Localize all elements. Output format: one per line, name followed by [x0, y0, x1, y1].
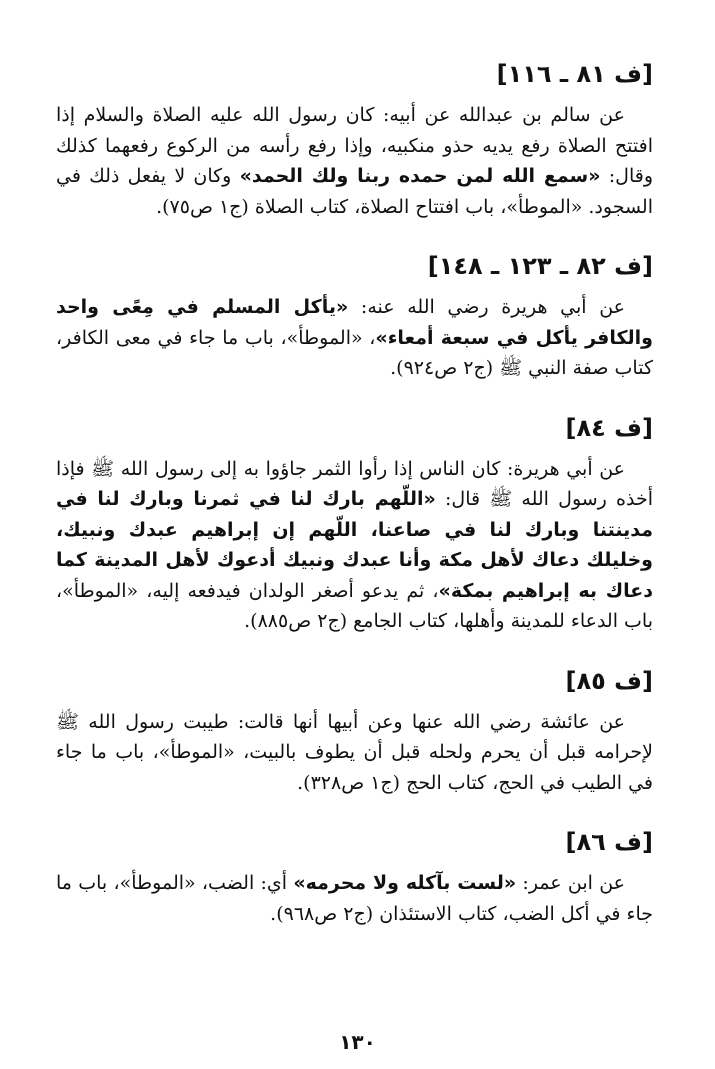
entry [56, 56, 653, 222]
narration-text: أي: الضب، «الموطأ»، باب ما جاء في أكل الضب، كتاب الاستئذان (ج٢ ص٩٦٨). [56, 872, 653, 925]
quoted-text: «اللّهم بارك لنا في ثمرنا وبارك لنا في مدينتنا وبارك لنا في صاعنا، اللّهم إن إبراهيم عبدك ونبيك، وخليلك دعاك لأهل مكة وأنا عبدك ونبيك أدعوك لأهل المدينة كما دعاك به إبراهيم بمكة» [56, 488, 653, 602]
entries-list [56, 56, 653, 929]
entry [56, 248, 653, 384]
quoted-text: «سمع الله لمن حمده ربنا ولك الحمد» [239, 165, 601, 187]
narration-text: ، «الموطأ»، باب ما جاء في معى الكافر، كتاب صفة النبي ﷺ (ج٢ ص٩٢٤). [56, 326, 653, 379]
narration-text: عن أبي هريرة: كان الناس إذا رأوا الثمر جاؤوا به إلى رسول الله ﷺ فإذا أخذه رسول الله ﷺ قال: [56, 457, 653, 510]
narration-text: عن ابن عمر: [516, 872, 625, 894]
narration-text: ، ثم يدعو أصغر الولدان فيدفعه إليه، «الموطأ»، باب الدعاء للمدينة وأهلها، كتاب الجامع (ج٢ ص٨٨٥). [56, 579, 653, 632]
entry-heading: [ف ٨٤] [565, 413, 653, 442]
entry [56, 824, 653, 929]
entry-text [56, 292, 653, 384]
narration-text: عن أبي هريرة رضي الله عنه: [348, 296, 625, 318]
entry-text [56, 868, 653, 929]
quoted-text: «لست بآكله ولا محرمه» [293, 872, 517, 894]
entry-text [56, 100, 653, 222]
entry-heading: [ف ٨٢ ـ ١٢٣ ـ ١٤٨] [427, 252, 653, 280]
page-number: ١٣٠ [339, 1030, 376, 1054]
narration-text: عن سالم بن عبدالله عن أبيه: كان رسول الله عليه الصلاة والسلام إذا افتتح الصلاة رفع يديه حذو منكبيه، وإذا رفع رأسه من الركوع رفعهما كذلك وقال: [56, 104, 653, 187]
entry-heading: [ف ٨٦] [565, 828, 653, 856]
entry [56, 410, 653, 637]
entry [56, 663, 653, 799]
narration-text: عن عائشة رضي الله عنها وعن أبيها أنها قالت: طيبت رسول الله ﷺ لإحرامه قبل أن يحرم ولحله قبل أن يطوف بالبيت، «الموطأ»، باب ما جاء في الطيب في الحج، كتاب الحج (ج١ ص٣٢٨). [56, 710, 653, 794]
quoted-text: «يأكل المسلم في مِعًى واحد والكافر يأكل في سبعة أمعاء» [56, 296, 653, 349]
narration-text: وكان لا يفعل ذلك في السجود. «الموطأ»، باب افتتاح الصلاة، كتاب الصلاة (ج١ ص٧٥). [56, 165, 653, 218]
entry-heading: [ف ٨٥] [565, 666, 653, 695]
entry-text [56, 454, 653, 637]
entry-text [56, 707, 653, 799]
entry-heading: [ف ٨١ ـ ١١٦] [496, 60, 653, 88]
